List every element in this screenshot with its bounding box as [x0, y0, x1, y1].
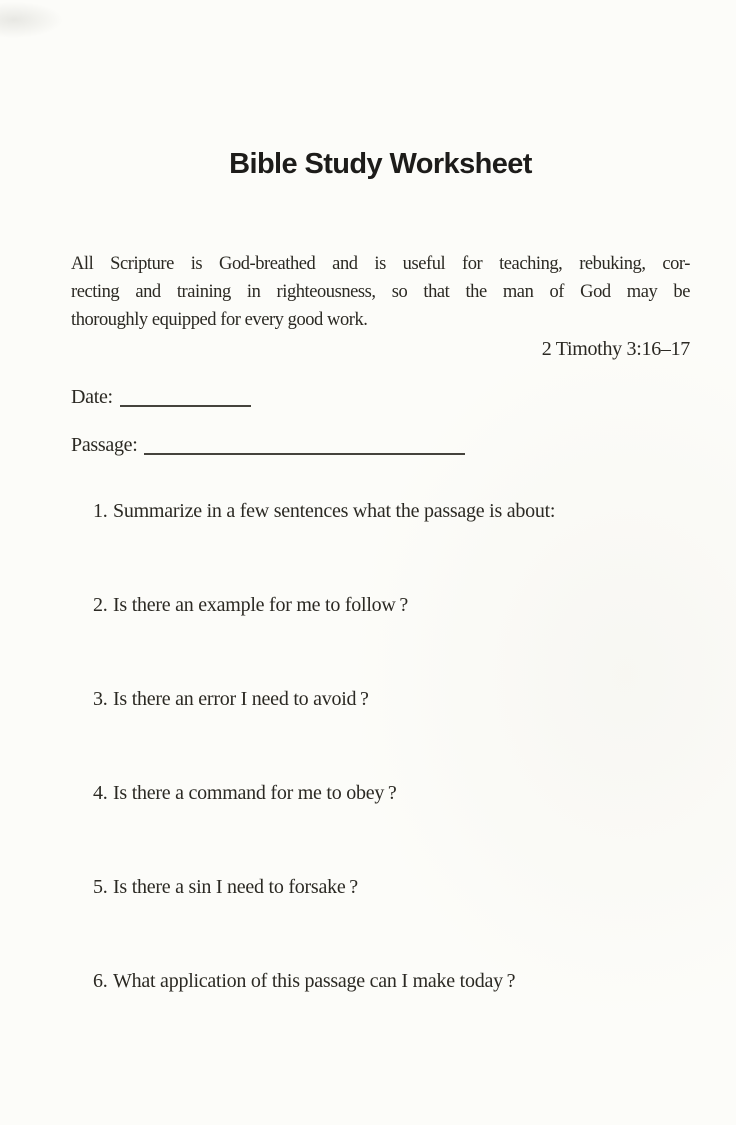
question-number: 2. — [93, 594, 108, 616]
date-field-row — [71, 384, 690, 410]
question-text: Is there an example for me to follow ? — [113, 594, 408, 616]
scripture-line: thoroughly equipped for every good work. — [71, 310, 368, 330]
scripture-reference: 2 Timothy 3:16–17 — [541, 338, 690, 360]
question-item — [71, 686, 690, 712]
date-field-line[interactable] — [120, 391, 251, 407]
question-number: 6. — [93, 970, 108, 992]
passage-field-line[interactable] — [144, 439, 465, 455]
scripture-quote — [71, 250, 690, 334]
question-text: Summarize in a few sentences what the passage is about: — [113, 500, 556, 522]
question-number: 5. — [93, 876, 108, 898]
question-item — [71, 592, 690, 618]
question-item — [71, 780, 690, 806]
question-text: Is there a sin I need to forsake ? — [113, 876, 358, 898]
question-number: 4. — [93, 782, 108, 804]
question-item — [71, 874, 690, 900]
question-number: 1. — [93, 500, 108, 522]
scripture-line: All Scripture is God-breathed and is useful for teaching, rebuking, cor- — [71, 254, 690, 274]
passage-label: Passage: — [71, 434, 138, 456]
date-label: Date: — [71, 386, 113, 408]
question-list — [71, 498, 690, 994]
scripture-line: recting and training in righteousness, so that the man of God may be — [71, 282, 690, 302]
question-number: 3. — [93, 688, 108, 710]
question-text: Is there an error I need to avoid ? — [113, 688, 369, 710]
question-item — [71, 968, 690, 994]
question-item — [71, 498, 690, 524]
passage-field-row — [71, 432, 690, 458]
page-title: Bible Study Worksheet — [229, 148, 532, 180]
question-text: Is there a command for me to obey ? — [113, 782, 397, 804]
question-text: What application of this passage can I make today ? — [113, 970, 516, 992]
